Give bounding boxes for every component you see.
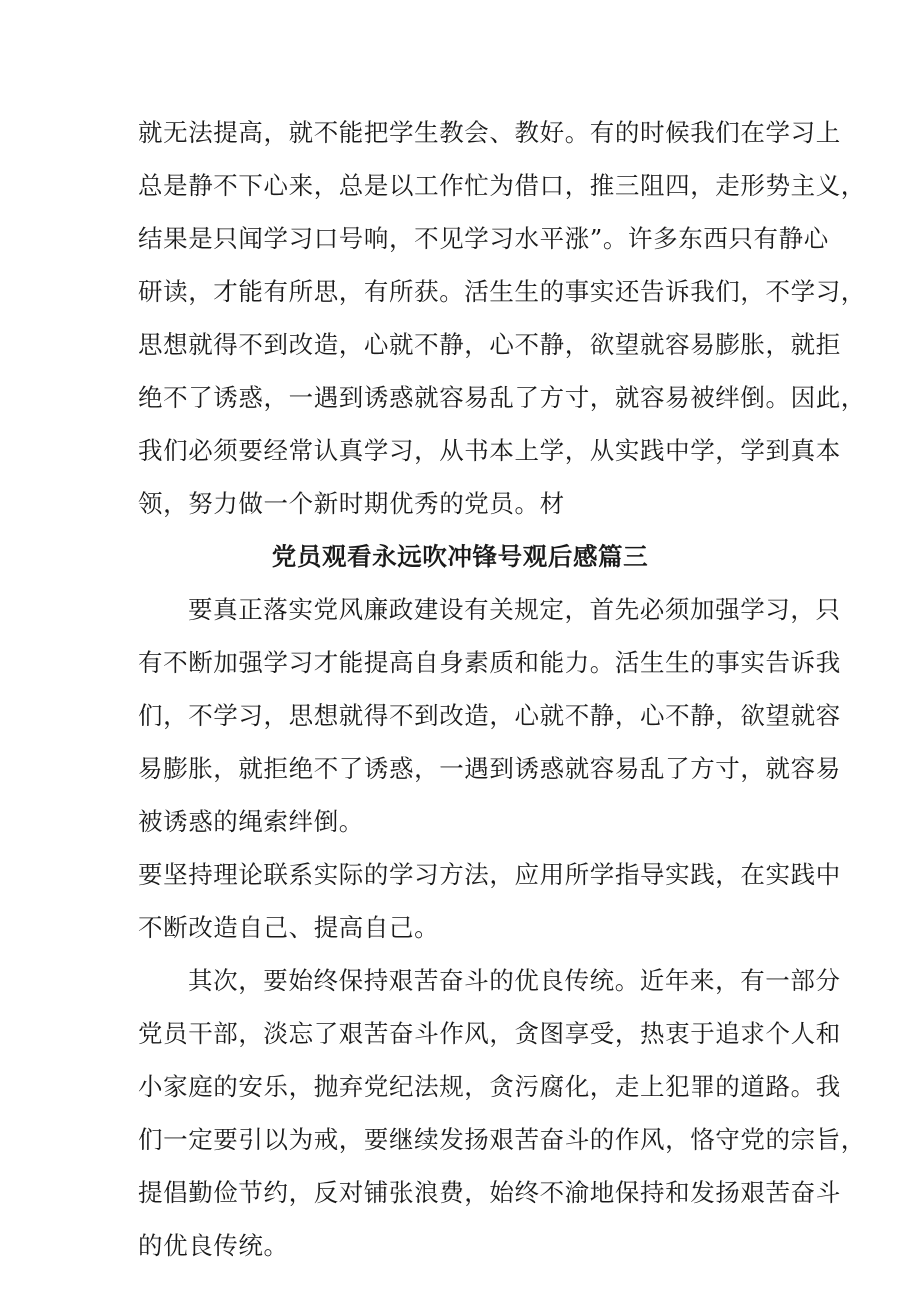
text-line: 我们必须要经常认真学习，从书本上学，从实践中学，学到真本: [138, 436, 841, 465]
section-title: 党员观看永远吹冲锋号观后感篇三: [271, 542, 649, 571]
text-line: 要坚持理论联系实际的学习方法，应用所学指导实践，在实践中: [138, 860, 841, 889]
text-line: 绝不了诱惑，一遇到诱惑就容易乱了方寸，就容易被绊倒。因此，: [138, 383, 866, 412]
text-line: 总是静不下心来，总是以工作忙为借口，推三阻四，走形势主义，: [138, 171, 866, 200]
text-line: 思想就得不到改造，心就不静，心不静，欲望就容易膨胀，就拒: [138, 330, 841, 359]
text-line: 不断改造自己、提高自己。: [138, 913, 440, 942]
text-line: 们，不学习，思想就得不到改造，心就不静，心不静，欲望就容: [138, 701, 841, 730]
text-line: 要真正落实党风廉政建设有关规定，首先必须加强学习，只: [188, 595, 841, 624]
text-line: 其次，要始终保持艰苦奋斗的优良传统。近年来，有一部分: [188, 966, 841, 995]
text-line: 提倡勤俭节约，反对铺张浪费，始终不渝地保持和发扬艰苦奋斗: [138, 1178, 841, 1207]
text-line: 们一定要引以为戒，要继续发扬艰苦奋斗的作风，恪守党的宗旨，: [138, 1125, 866, 1154]
text-line: 领，努力做一个新时期优秀的党员。材: [138, 489, 565, 518]
text-line: 研读，才能有所思，有所获。活生生的事实还告诉我们，不学习，: [138, 277, 866, 306]
text-line: 易膨胀，就拒绝不了诱惑，一遇到诱惑就容易乱了方寸，就容易: [138, 754, 841, 783]
text-line: 被诱惑的绳索绊倒。: [138, 807, 364, 836]
text-line: 就无法提高，就不能把学生教会、教好。有的时候我们在学习上: [138, 118, 841, 147]
text-line: 小家庭的安乐，抛弃党纪法规，贪污腐化，走上犯罪的道路。我: [138, 1072, 841, 1101]
text-line: 的优良传统。: [138, 1231, 289, 1260]
text-line: 党员干部，淡忘了艰苦奋斗作风，贪图享受，热衷于追求个人和: [138, 1019, 841, 1048]
text-line: 有不断加强学习才能提高自身素质和能力。活生生的事实告诉我: [138, 648, 841, 677]
text-line: 结果是只闻学习口号响，不见学习水平涨”。许多东西只有静心: [138, 224, 829, 253]
